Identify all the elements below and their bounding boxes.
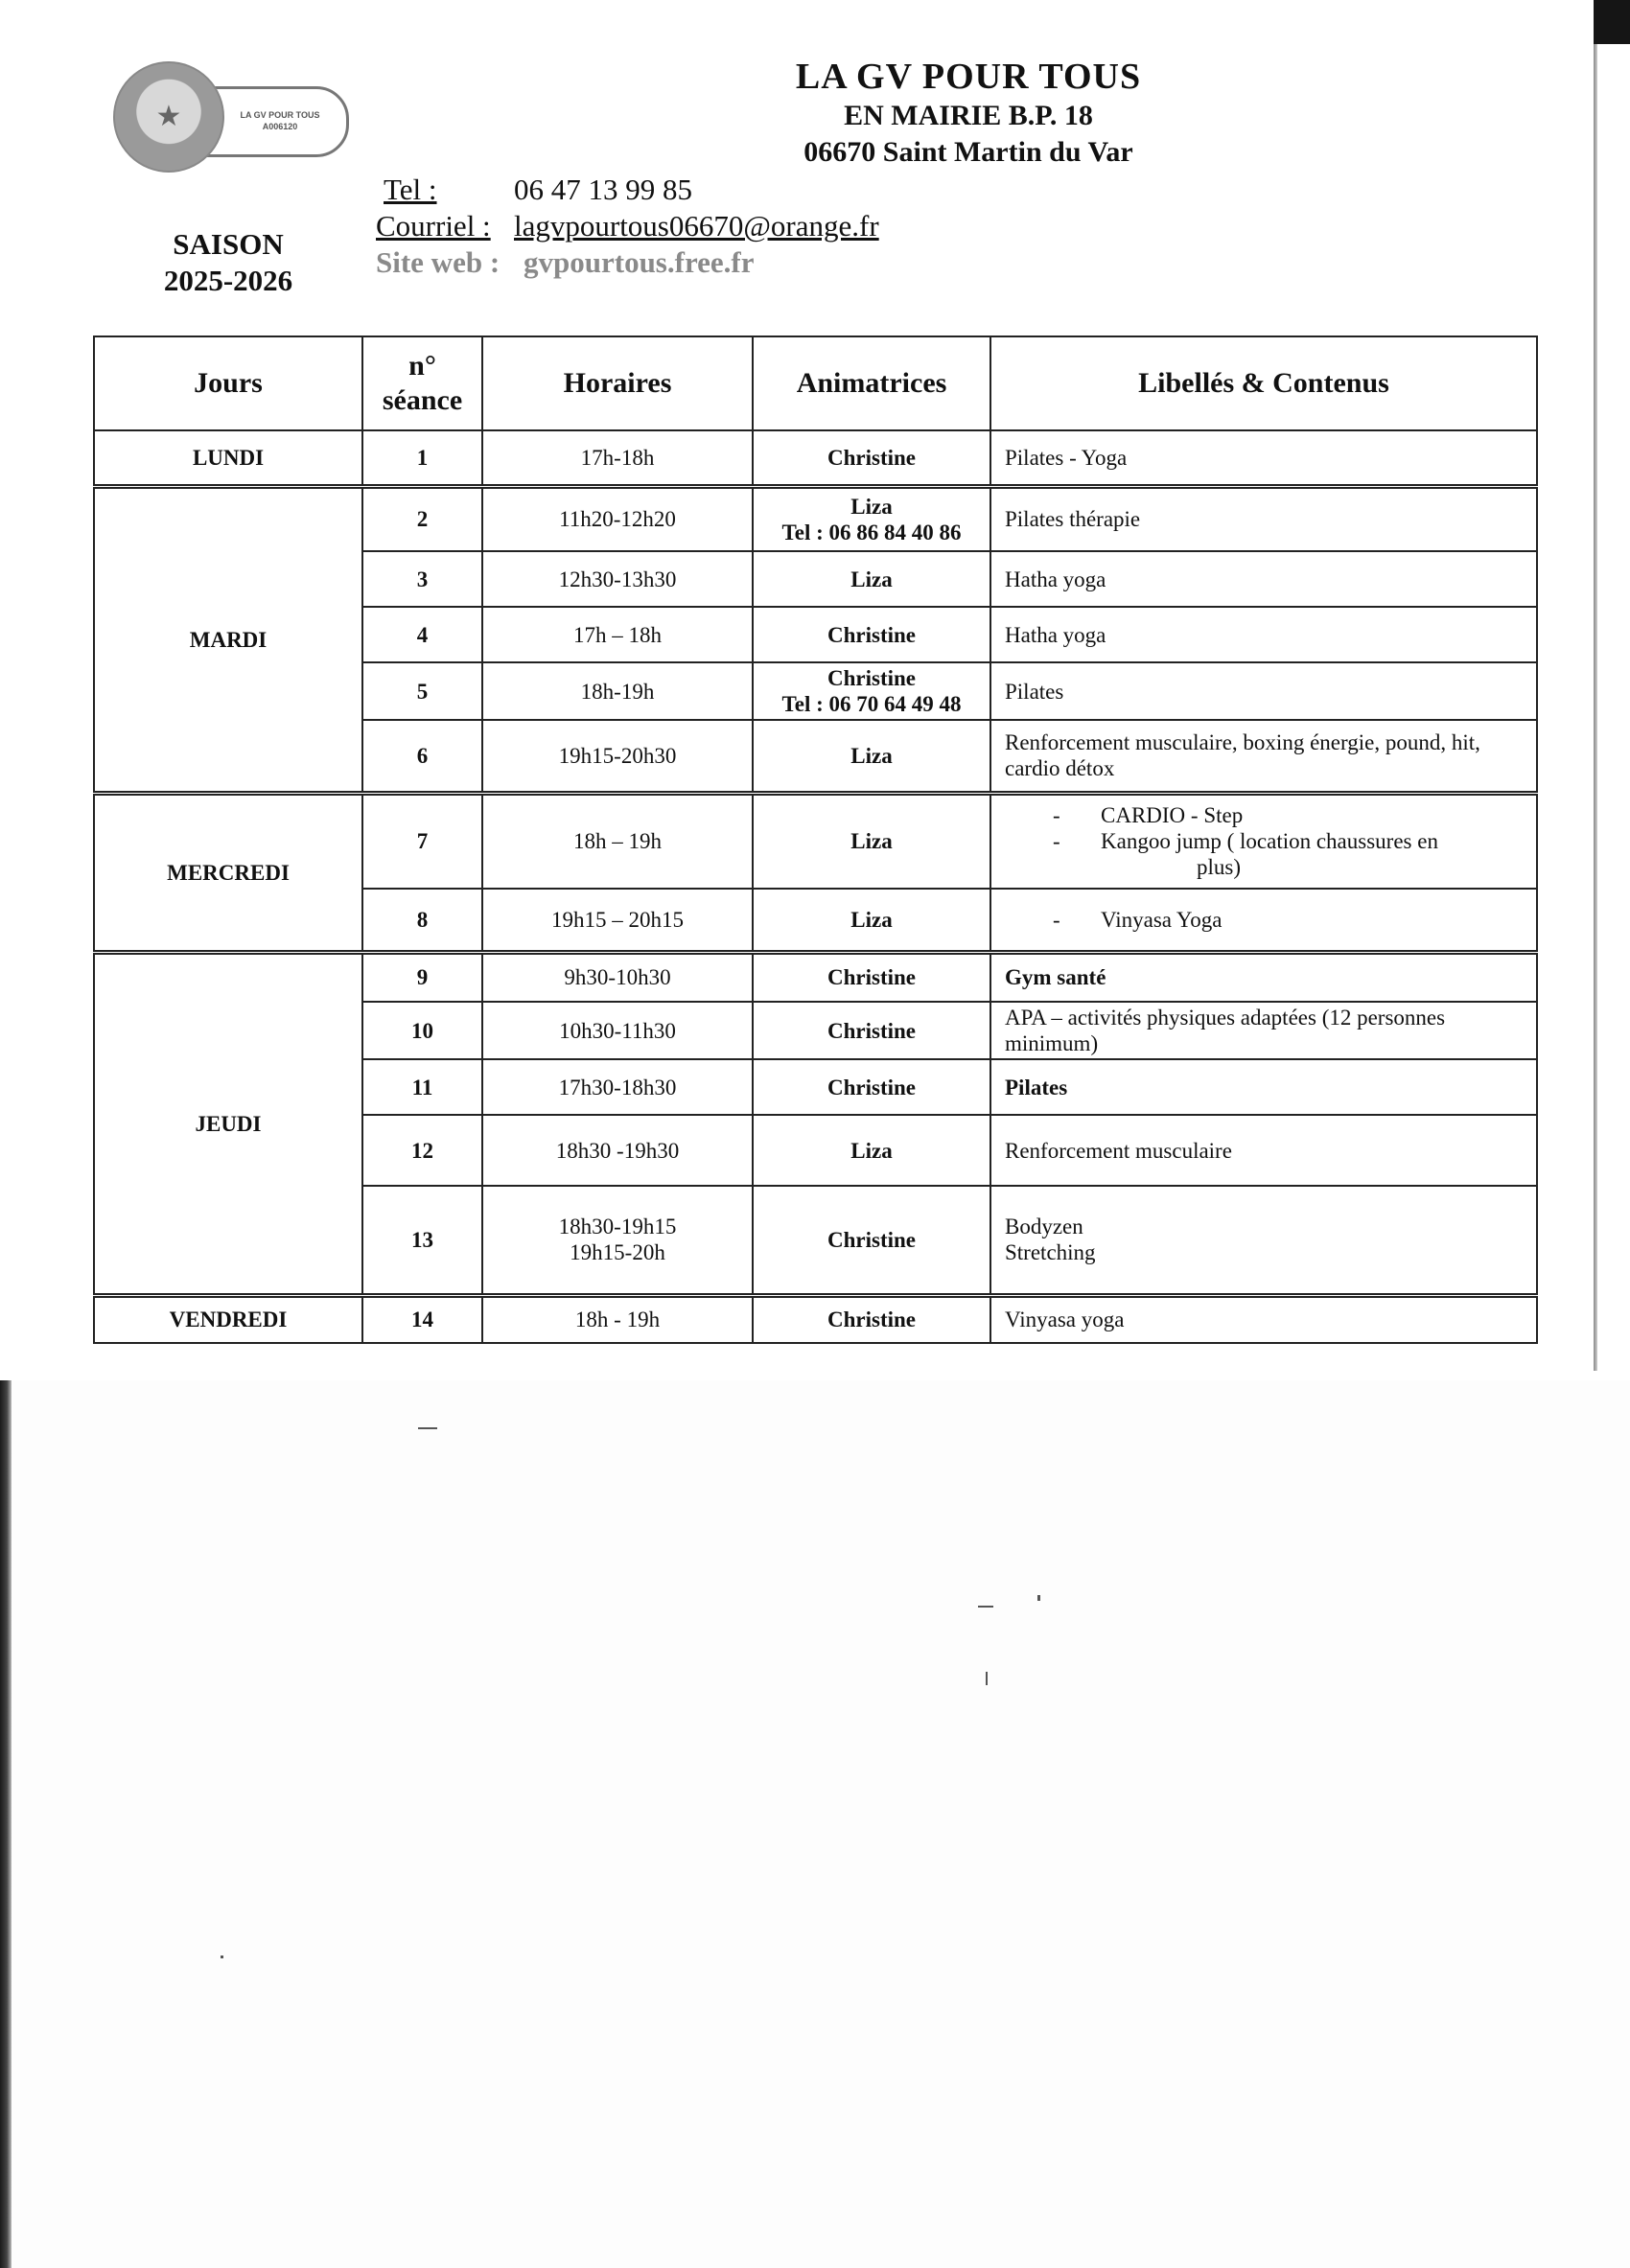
instructor-phone: Tel : 06 86 84 40 86 — [781, 520, 962, 544]
instructor-cell: Christine — [753, 430, 990, 486]
logo-figure-icon: ★ — [155, 100, 182, 133]
instructor-name: Liza — [850, 494, 893, 519]
header-animatrices: Animatrices — [753, 336, 990, 430]
seance-number: 13 — [362, 1186, 482, 1295]
time-cell: 17h – 18h — [482, 607, 753, 662]
table-row — [94, 430, 1537, 486]
content-cell: APA – activités physiques adaptées (12 personnes minimum) — [990, 1002, 1537, 1059]
content-list — [1005, 907, 1526, 933]
header-jours: Jours — [94, 336, 362, 430]
content-line: Stretching — [1005, 1240, 1096, 1265]
instructor-cell: Christine — [753, 1002, 990, 1059]
org-address-line-1: EN MAIRIE B.P. 18 — [844, 100, 1093, 131]
content-cell: Renforcement musculaire — [990, 1115, 1537, 1186]
content-cell: Pilates - Yoga — [990, 430, 1537, 486]
web-label: Site web : — [376, 245, 501, 279]
instructor-cell: Christine — [753, 952, 990, 1002]
seance-number: 8 — [362, 889, 482, 952]
seance-number: 10 — [362, 1002, 482, 1059]
scan-left-edge — [0, 1380, 12, 2268]
club-logo — [107, 56, 349, 171]
scan-speck — [1037, 1595, 1040, 1601]
content-list — [1005, 802, 1526, 880]
table-row — [94, 952, 1537, 1002]
time-cell: 9h30-10h30 — [482, 952, 753, 1002]
instructor-cell: Christine — [753, 607, 990, 662]
time-cell: 19h15 – 20h15 — [482, 889, 753, 952]
web-link[interactable]: gvpourtous.free.fr — [524, 245, 755, 279]
content-list-item-continued: plus) — [1197, 855, 1241, 880]
time-cell: 10h30-11h30 — [482, 1002, 753, 1059]
instructor-cell — [753, 486, 990, 551]
content-cell: Hatha yoga — [990, 551, 1537, 607]
header-seance-line-1: n° — [408, 350, 436, 382]
day-jeudi: JEUDI — [94, 952, 362, 1295]
time-cell: 17h-18h — [482, 430, 753, 486]
table-row — [94, 486, 1537, 551]
logo-line-1: LA GV POUR TOUS — [240, 110, 320, 120]
content-list-item: - Kangoo jump ( location chaussures en — [1053, 828, 1526, 854]
day-vendredi: VENDREDI — [94, 1295, 362, 1343]
day-mardi: MARDI — [94, 486, 362, 793]
logo-line-2: A006120 — [262, 122, 298, 131]
season-block — [144, 226, 313, 299]
table-row — [94, 1295, 1537, 1343]
header-horaires: Horaires — [482, 336, 753, 430]
instructor-cell: Liza — [753, 551, 990, 607]
scan-corner-mark — [1594, 0, 1630, 44]
seance-number: 3 — [362, 551, 482, 607]
content-list-item: - CARDIO - Step — [1053, 802, 1526, 828]
content-cell — [990, 793, 1537, 889]
instructor-phone: Tel : 06 70 64 49 48 — [781, 692, 962, 716]
scan-speck — [221, 1956, 223, 1958]
time-cell: 19h15-20h30 — [482, 720, 753, 793]
time-cell: 18h-19h — [482, 662, 753, 720]
content-cell: Gym santé — [990, 952, 1537, 1002]
table-header-row — [94, 336, 1537, 430]
day-lundi: LUNDI — [94, 430, 362, 486]
content-cell: Pilates — [990, 1059, 1537, 1115]
content-cell — [990, 889, 1537, 952]
table-row — [94, 793, 1537, 889]
instructor-cell: Christine — [753, 1295, 990, 1343]
instructor-cell: Christine — [753, 1059, 990, 1115]
scan-speck — [986, 1672, 988, 1685]
instructor-cell: Liza — [753, 720, 990, 793]
instructor-cell: Christine — [753, 1186, 990, 1295]
scan-lower-area — [0, 1380, 1630, 2268]
time-cell: 11h20-12h20 — [482, 486, 753, 551]
schedule-table — [93, 336, 1538, 1344]
time-cell: 18h - 19h — [482, 1295, 753, 1343]
time-cell: 18h30 -19h30 — [482, 1115, 753, 1186]
content-cell: Renforcement musculaire, boxing énergie, pound, hit, cardio détox — [990, 720, 1537, 793]
instructor-cell: Liza — [753, 1115, 990, 1186]
content-line: Bodyzen — [1005, 1215, 1083, 1239]
seance-number: 1 — [362, 430, 482, 486]
org-address-line-2: 06670 Saint Martin du Var — [803, 136, 1133, 168]
seance-number: 4 — [362, 607, 482, 662]
day-mercredi: MERCREDI — [94, 793, 362, 952]
time-cell: 17h30-18h30 — [482, 1059, 753, 1115]
instructor-cell: Liza — [753, 793, 990, 889]
seance-number: 7 — [362, 793, 482, 889]
header-seance-line-2: séance — [382, 384, 463, 416]
scan-right-edge — [1594, 0, 1597, 1371]
content-cell: Pilates — [990, 662, 1537, 720]
content-list-item: - Vinyasa Yoga — [1053, 907, 1526, 933]
seance-number: 11 — [362, 1059, 482, 1115]
instructor-name: Christine — [827, 666, 916, 690]
seance-number: 2 — [362, 486, 482, 551]
content-cell: Vinyasa yoga — [990, 1295, 1537, 1343]
instructor-cell — [753, 662, 990, 720]
header-contenus: Libellés & Contenus — [990, 336, 1537, 430]
seance-number: 5 — [362, 662, 482, 720]
mail-label: Courriel : — [376, 209, 491, 243]
time-slot: 18h30-19h15 — [558, 1215, 677, 1239]
season-years: 2025-2026 — [163, 264, 293, 297]
tel-label: Tel : — [384, 173, 437, 206]
instructor-cell: Liza — [753, 889, 990, 952]
time-cell: 18h – 19h — [482, 793, 753, 889]
season-label: SAISON — [173, 227, 284, 261]
time-cell: 12h30-13h30 — [482, 551, 753, 607]
content-cell: Pilates thérapie — [990, 486, 1537, 551]
time-cell — [482, 1186, 753, 1295]
seance-number: 6 — [362, 720, 482, 793]
content-cell — [990, 1186, 1537, 1295]
scan-speck — [978, 1606, 993, 1608]
mail-link[interactable]: lagvpourtous06670@orange.fr — [514, 209, 879, 243]
logo-badge — [113, 61, 224, 173]
header-seance — [362, 336, 482, 430]
scan-speck — [418, 1427, 437, 1429]
logo-text — [213, 109, 347, 132]
time-slot: 19h15-20h — [570, 1240, 665, 1265]
content-cell: Hatha yoga — [990, 607, 1537, 662]
seance-number: 12 — [362, 1115, 482, 1186]
tel-value: 06 47 13 99 85 — [514, 173, 692, 206]
seance-number: 14 — [362, 1295, 482, 1343]
org-title: LA GV POUR TOUS — [795, 57, 1142, 97]
seance-number: 9 — [362, 952, 482, 1002]
